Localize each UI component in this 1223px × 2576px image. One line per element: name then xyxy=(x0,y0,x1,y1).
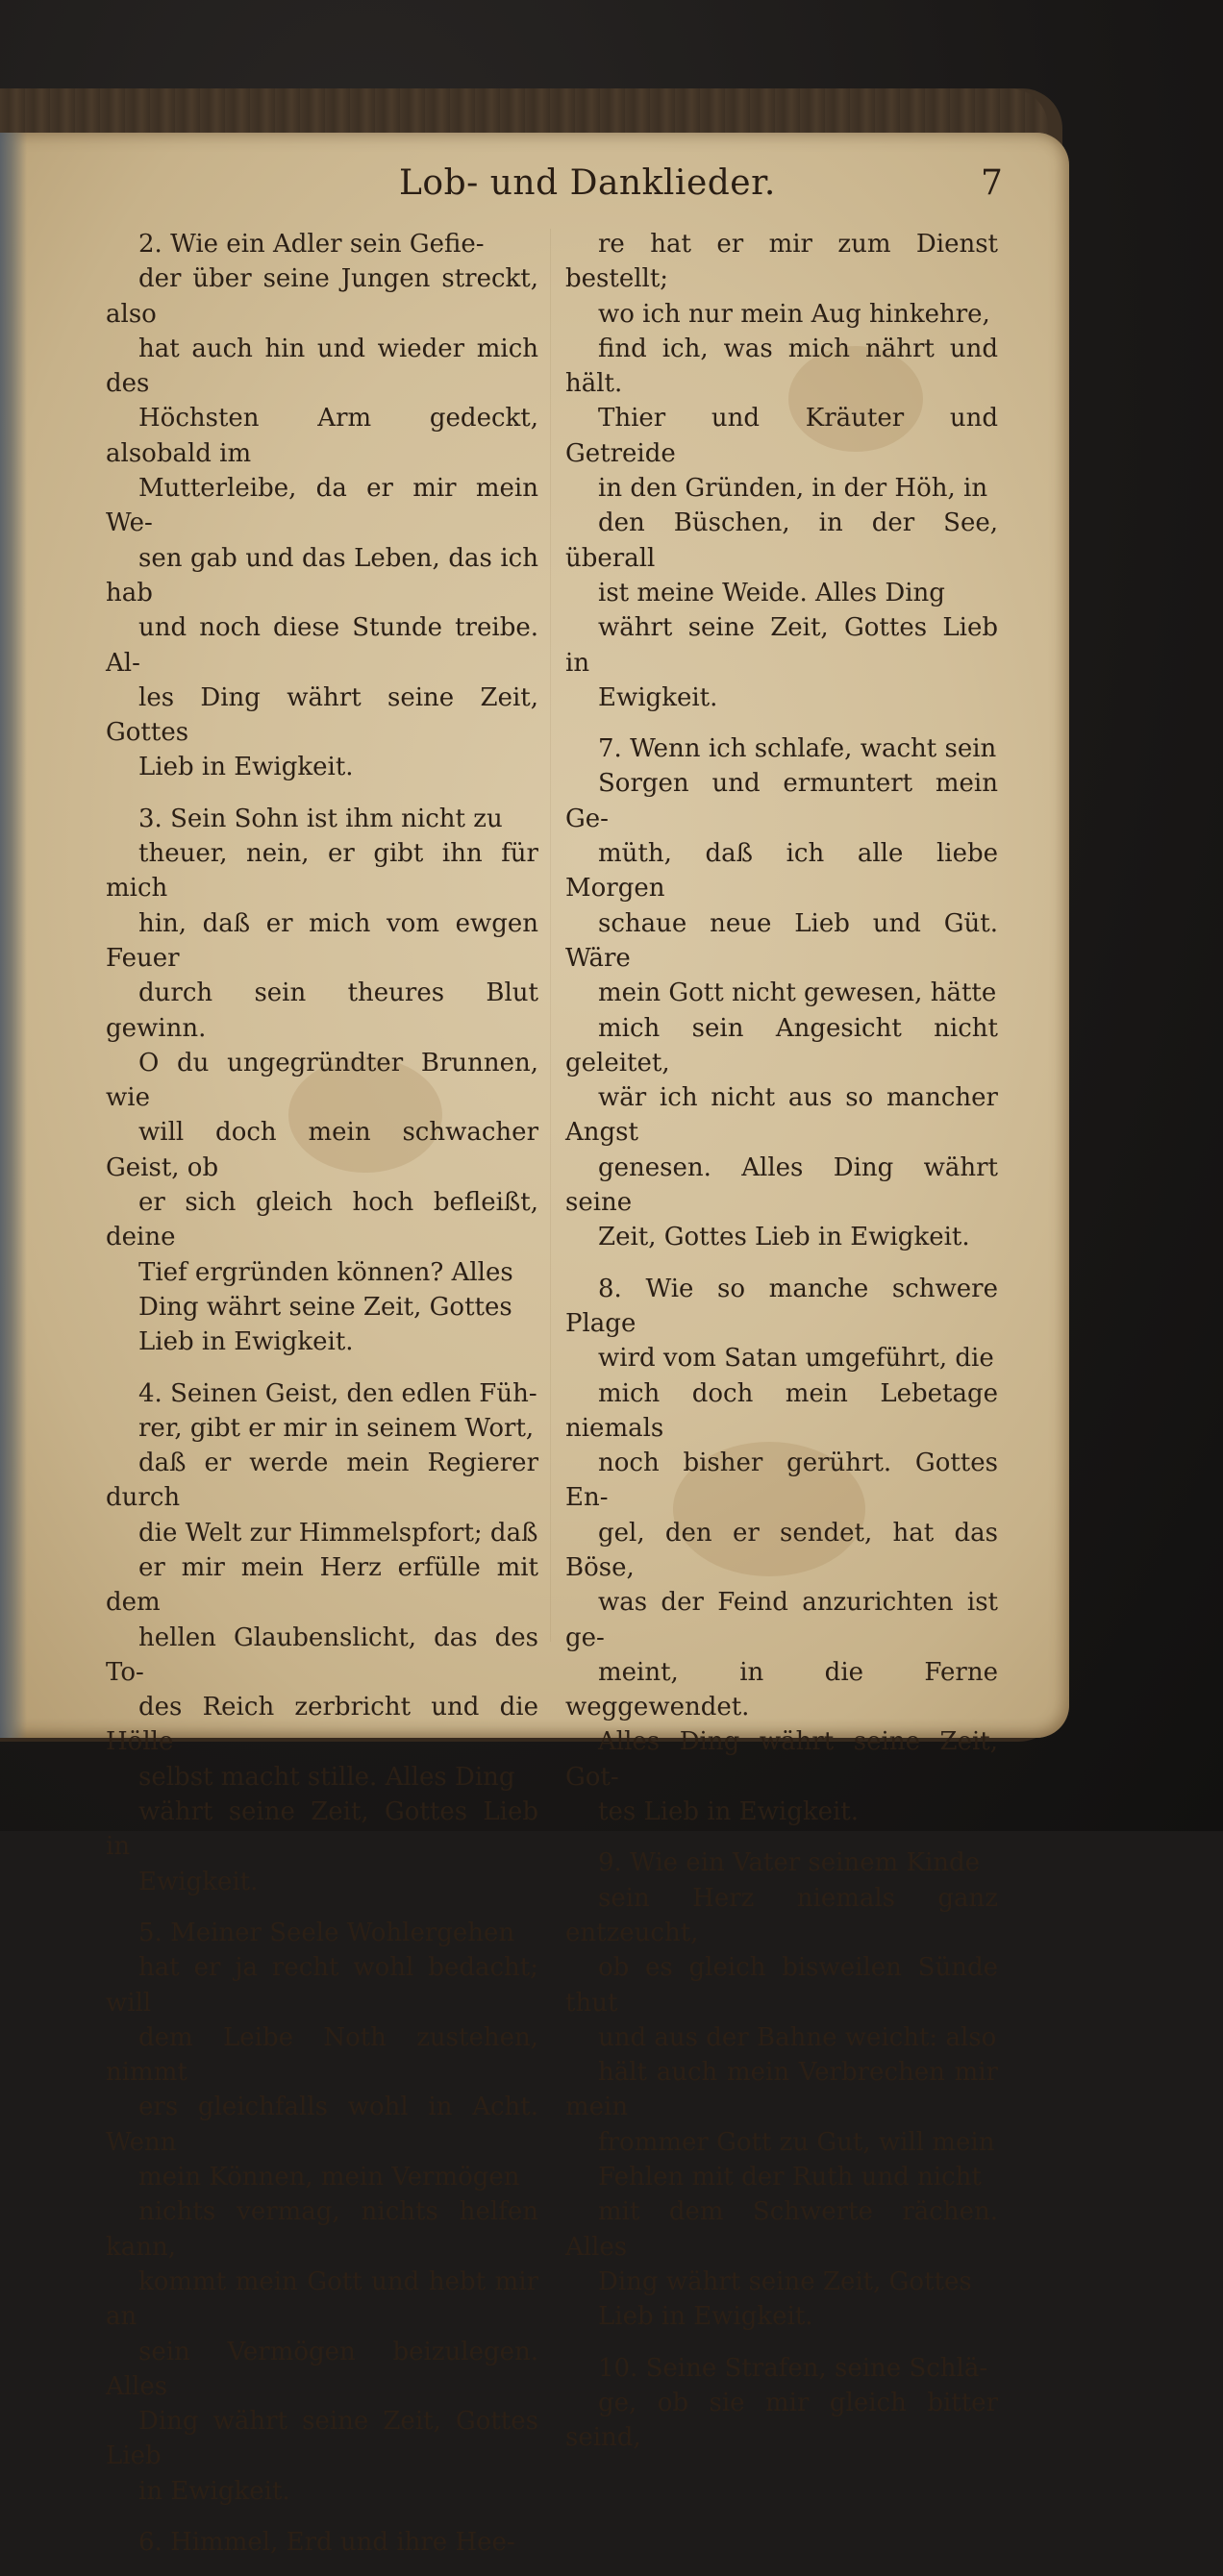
text-line: 3. Sein Sohn ist ihm nicht zu xyxy=(138,804,503,833)
stanza xyxy=(565,731,998,1254)
text-line: genesen. Alles Ding währt seine xyxy=(565,1152,998,1218)
stanza xyxy=(106,227,538,785)
text-line: in Ewigkeit. xyxy=(138,2476,290,2506)
text-line: dem Leibe Noth zustehen, nimmt xyxy=(106,2022,538,2088)
column-gutter xyxy=(550,229,551,1642)
text-line: Ding währt seine Zeit, Gottes xyxy=(138,1292,512,1322)
text-line: theuer, nein, er gibt ihn für mich xyxy=(106,839,538,904)
text-line: 10. Seine Strafen, seine Schlä- xyxy=(598,2353,988,2383)
page-number: 7 xyxy=(981,163,1003,203)
text-line: sein Herz niemals ganz entzeucht, xyxy=(565,1883,998,1947)
text-line: mit dem Schwerte rächen. Alles xyxy=(565,2197,998,2262)
text-line: er sich gleich hoch befleißt, deine xyxy=(106,1188,538,1252)
page-header xyxy=(0,163,1069,211)
text-line: hellen Glaubenslicht, das des To- xyxy=(106,1622,538,1687)
text-line: währt seine Zeit, Gottes Lieb in xyxy=(106,1797,538,1862)
text-line: O du ungegründter Brunnen, wie xyxy=(106,1048,538,1113)
text-line: ge, ob sie mir gleich bitter seind, xyxy=(565,2388,998,2453)
stanza xyxy=(565,227,998,715)
text-line: Zeit, Gottes Lieb in Ewigkeit. xyxy=(598,1223,970,1252)
text-line: Ding währt seine Zeit, Gottes xyxy=(598,2266,972,2296)
text-line: er mir mein Herz erfülle mit dem xyxy=(106,1552,538,1618)
text-line: sein Vermögen beizulegen. Alles xyxy=(106,2337,538,2401)
text-line: wär ich nicht aus so mancher Angst xyxy=(565,1083,998,1148)
text-line: Ding währt seine Zeit, Gottes Lieb xyxy=(106,2407,538,2471)
text-line: mein Gott nicht gewesen, hätte xyxy=(598,978,997,1008)
text-line: mich sein Angesicht nicht geleitet, xyxy=(565,1013,998,1077)
text-line: selbst macht stille. Alles Ding xyxy=(138,1762,515,1792)
text-line: noch bisher gerührt. Gottes En- xyxy=(565,1449,998,1513)
text-line: Lieb in Ewigkeit. xyxy=(138,1327,354,1357)
text-line: Ewigkeit. xyxy=(598,682,718,712)
stanza xyxy=(565,2351,998,2456)
text-line: ers gleichfalls wohl in Acht. Wenn xyxy=(106,2093,538,2157)
text-line: 5. Meiner Seele Wohlergehen xyxy=(138,1918,515,1947)
text-line: ob es gleich bisweilen Sünde thut xyxy=(565,1953,998,2018)
text-line: Sorgen und ermuntert mein Ge- xyxy=(565,769,998,833)
text-line: des Reich zerbricht und die Hölle xyxy=(106,1693,538,1757)
text-line: wird vom Satan umgeführt, die xyxy=(598,1344,994,1374)
text-line: Höchsten Arm gedeckt, alsobald im xyxy=(106,404,538,468)
text-line: was der Feind anzurichten ist ge- xyxy=(565,1588,998,1652)
text-line: währt seine Zeit, Gottes Lieb in xyxy=(565,613,998,678)
left-column xyxy=(106,227,538,2576)
text-line: will doch mein schwacher Geist, ob xyxy=(106,1118,538,1182)
text-line: und noch diese Stunde treibe. Al- xyxy=(106,613,538,678)
text-line: und aus der Bahne weicht: also xyxy=(598,2022,997,2052)
running-head: Lob- und Danklieder. xyxy=(399,163,776,203)
text-line: den Büschen, in der See, überall xyxy=(565,508,998,573)
text-line: re hat er mir zum Dienst bestellt; xyxy=(565,230,998,294)
text-line: mein Können, mein Vermögen xyxy=(138,2163,520,2192)
text-line: Lieb in Ewigkeit. xyxy=(598,2302,813,2332)
text-line: Thier und Kräuter und Getreide xyxy=(565,404,998,468)
text-line: 9. Wie ein Vater seinem Kinde xyxy=(598,1848,981,1878)
text-line: frommer Gott zu Gut, will mein xyxy=(598,2127,995,2157)
page-gutter-shadow xyxy=(0,133,27,1738)
text-line: daß er werde mein Regierer durch xyxy=(106,1449,538,1513)
text-line: mich doch mein Lebetage niemals xyxy=(565,1378,998,1443)
text-line: in den Gründen, in der Höh, in xyxy=(598,474,988,504)
text-line: die Welt zur Himmelspfort; daß xyxy=(138,1518,538,1548)
text-line: 7. Wenn ich schlafe, wacht sein xyxy=(598,734,997,764)
text-line: schaue neue Lieb und Güt. Wäre xyxy=(565,908,998,973)
text-line: meint, in die Ferne weggewendet. xyxy=(565,1657,998,1722)
text-line: tes Lieb in Ewigkeit. xyxy=(598,1797,860,1827)
text-line: gel, den er sendet, hat das Böse, xyxy=(565,1518,998,1582)
text-line: 6. Himmel, Erd und ihre Hee- xyxy=(138,2528,515,2557)
text-line: Mutterleibe, da er mir mein We- xyxy=(106,474,538,538)
stanza xyxy=(565,1272,998,1830)
stanza xyxy=(106,1916,538,2509)
text-line: Lieb in Ewigkeit. xyxy=(138,753,354,782)
text-line: kommt mein Gott und hebt mir an xyxy=(106,2266,538,2332)
text-line: müth, daß ich alle liebe Morgen xyxy=(565,839,998,904)
text-line: Ewigkeit. xyxy=(138,1867,259,1896)
text-line: hat auch hin und wieder mich des xyxy=(106,334,538,399)
text-line: rer, gibt er mir in seinem Wort, xyxy=(138,1413,535,1443)
text-line: Alles Ding währt seine Zeit, Got- xyxy=(565,1727,998,1792)
text-line: nichts vermag, nichts helfen kann, xyxy=(106,2197,538,2262)
text-line: find ich, was mich nährt und hält. xyxy=(565,334,998,399)
stanza xyxy=(106,1376,538,1899)
text-line: 8. Wie so manche schwere Plage xyxy=(565,1274,998,1338)
text-line: hält auch mein Verbrechen mir mein xyxy=(565,2058,998,2122)
text-line: durch sein theures Blut gewinn. xyxy=(106,978,538,1043)
text-line: 2. Wie ein Adler sein Gefie- xyxy=(138,230,485,259)
text-line: Fehlen mit der Ruth und nicht xyxy=(598,2163,982,2192)
text-line: ist meine Weide. Alles Ding xyxy=(598,578,945,607)
right-column xyxy=(565,227,998,2471)
stanza xyxy=(106,2525,538,2560)
stanza xyxy=(106,802,538,1360)
text-line: wo ich nur mein Aug hinkehre, xyxy=(598,299,990,329)
text-line: hat er ja recht wohl bedacht; will xyxy=(106,1953,538,2018)
text-line: Tief ergründen können? Alles xyxy=(138,1257,513,1287)
text-line: der über seine Jungen streckt, also xyxy=(106,264,538,329)
text-line: sen gab und das Leben, das ich hab xyxy=(106,543,538,607)
text-line: les Ding währt seine Zeit, Gottes xyxy=(106,682,538,748)
text-line: 4. Seinen Geist, den edlen Füh- xyxy=(138,1378,537,1408)
stanza xyxy=(565,1845,998,2334)
text-line: hin, daß er mich vom ewgen Feuer xyxy=(106,908,538,973)
